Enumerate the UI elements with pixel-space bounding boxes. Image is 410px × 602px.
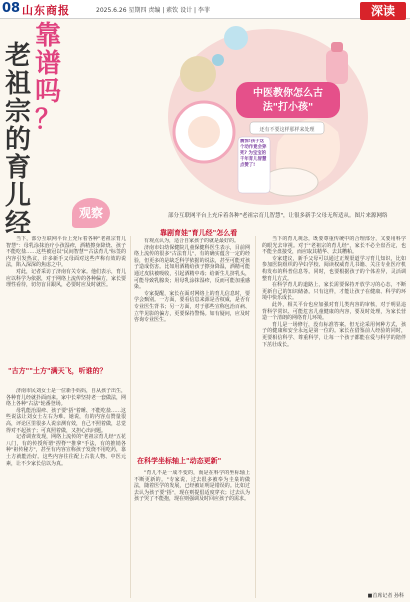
question-text: 震惊!孩子这个动作竟会猝死? 为宝宝的千年育儿智慧点赞了! xyxy=(240,139,267,168)
banner-text-2: 法"打小孩" xyxy=(262,102,314,113)
headline-char: 儿 xyxy=(4,181,31,211)
body-paragraph: 当下，部分互联网平台上充斥着各种"老祖宗育儿智慧"：母乳涂抹治疗小孩湿疹，酒精擦身降烧、孩子不能吃盐……这些被冠以"民间智慧""古法育儿"标签的内容引发热议，许多新手父母面对这些声称有效的说法，陷入深深的焦虑之中。 xyxy=(6,236,126,269)
baby-face xyxy=(188,116,220,148)
feature-illustration xyxy=(118,22,368,212)
body-paragraph: 记者调查发现，网络上流传的"老祖宗育儿经"五花八门，有的传授所谓"捏脊""推拿"手法，有的推销各种"祖传秘方"，甚至有内容宣称孩子发烧不用吃药，靠土方就能治好。这些内容往往配上古装人物、中医元素，让不少家长信以为真。 xyxy=(6,434,126,467)
body-paragraph: 母乳能治湿疹、孩子要"捂"着睡、不能吃盐……这些说法让刘女士左右为难。她说，有的内容点赞量很高，评论区里很多人说亲测有效，自己不照着做，总觉得对不起孩子；可真照着做，又担心出问题。 xyxy=(6,407,126,434)
headline-char: 吗 xyxy=(34,77,61,107)
body-paragraph: 对此，记者采访了济南有关专家。他们表示，育儿应以科学为依据，对于网络上流传的各种偏方，家长要理性看待，切勿盲目跟风，必要时应及时就医。 xyxy=(6,268,126,289)
section-tag: 深读 xyxy=(360,2,406,20)
column-divider xyxy=(255,236,256,598)
issue-meta: 2025.6.26 星期四 责编 | 素钦 设计 | 李菲 xyxy=(96,7,210,14)
body-paragraph: "育儿不是一成不变的，而是在科学的坐标轴上不断更新的。"专家说，过去很多被奉为圭臬的做法，随着医学的发展，已经被证明是错误的。比如过去认为孩子要"捂"，现在则提倡适度穿衣；过去认为孩子哭了不能抱，现在则强调及时回应孩子的需求。 xyxy=(134,470,250,503)
headline-line1 xyxy=(34,22,62,134)
bottle-cap-icon xyxy=(331,42,343,52)
headline-char: 的 xyxy=(4,125,31,155)
byline: ■首席记者 孙科 xyxy=(367,593,404,599)
body-paragraph: 在科学育儿的道路上，家长需要保持开放学习的心态，不断更新自己的知识储备。只有这样，才能让孩子在健康、科学的环境中快乐成长。 xyxy=(262,282,406,302)
body-col2-top xyxy=(134,238,250,456)
body-col2-bottom xyxy=(134,470,250,600)
headline-line2 xyxy=(4,42,32,238)
headline-char: 谱 xyxy=(34,49,61,79)
bottle-icon xyxy=(326,50,348,84)
balloon-icon xyxy=(212,54,224,66)
body-paragraph: 济南市民刘女士是一位新手妈妈，自从孩子出生，各种育儿经就扑面而来。家中长辈坚持老一套做法，网络上各种"古法"轮番登场。 xyxy=(6,388,126,408)
body-paragraph: 有观点认为，适合自家孩子的就是最好的。 xyxy=(144,238,240,244)
bubble-text: 还有不要这样那样来处理 xyxy=(259,127,315,133)
body-col3 xyxy=(262,236,406,600)
doctor-figure xyxy=(180,56,216,92)
body-paragraph: 此外，相关平台也应加强对育儿类内容的审核，对于明显违背科学常识、可能危害儿童健康的内容，要及时处理，为家长营造一个清朗的网络育儿环境。 xyxy=(262,301,406,322)
column-divider xyxy=(130,236,131,598)
headline-char: 靠 xyxy=(34,21,61,51)
paper-name: 山东商报 xyxy=(22,4,70,17)
headline-char: 宗 xyxy=(4,97,31,127)
body-paragraph: 专家建议，新手父母可以通过正规渠道学习育儿知识，比如参加医院组织的孕妇学校、阅读权威育儿书籍、关注专业医疗机构发布的科普信息等。同时，也要根据孩子的个体差异，灵活调整育儿方式。 xyxy=(262,255,406,282)
bowl-icon xyxy=(262,168,318,196)
observe-badge: 观察 xyxy=(72,198,110,228)
photo-caption: 部分互联网平台上充斥着各种"老祖宗育儿智慧"，让很多新手父母无所适从。图片来源网络 xyxy=(168,213,388,219)
banner-text-1: 中医教你怎么古 xyxy=(253,88,323,99)
subhead-2: 在科学坐标轴上"动态更新" xyxy=(137,457,222,465)
body-col1-bottom xyxy=(6,388,126,600)
body-paragraph: 专家提醒，家长在面对网络上的育儿信息时，要学会甄别。一方面，要看信息来源是否权威，是否有专业医生背书；另一方面，对于那些宣称包治百病、立竿见影的偏方，更要保持警惕。如有疑问，应及时咨询专业医生。 xyxy=(134,290,250,324)
headline-char: 经 xyxy=(4,209,31,239)
headline-char: 祖 xyxy=(4,69,31,99)
body-paragraph: 育儿是一场修行，没有标准答案。但无论采用何种方式，孩子的健康和安全永远是第一位的。家长在借鉴前人经验的同时，更要相信科学、尊重科学，让每一个孩子都能在爱与科学的陪伴下茁壮成长。 xyxy=(262,321,406,348)
headline-char: 育 xyxy=(4,153,31,183)
body-paragraph: 济南市妇幼保健院儿童保健科医生表示，目前网络上流传的很多"古法育儿"，有的确实蕴含一定的经验，但更多的是缺乏科学依据的说法，甚至可能对孩子造成伤害。比如用酒精给孩子擦身降温，酒精可能通过皮肤被吸收，引起酒精中毒；给新生儿挤乳头，可能导致乳腺炎；用母乳涂抹湿疹，反而可能加重感染。 xyxy=(134,244,250,291)
headline-char: 老 xyxy=(4,41,31,71)
subhead-0: 靠剧育娃"育儿经"怎么看 xyxy=(160,229,238,237)
body-paragraph: 当下的育儿观念，既要尊重传统中的合理部分，又要用科学的眼光去审视。对于"老祖宗的育儿经"，家长不必全盘否定，也不能全盘接受，而应取其精华、去其糟粕。 xyxy=(262,236,406,256)
subhead-1: "古方""土方"满天飞，听谁的？ xyxy=(8,367,107,375)
headline-char: ？ xyxy=(34,105,61,135)
page-number: 08 xyxy=(2,1,21,16)
body-col1-top xyxy=(6,236,126,360)
balloon-icon xyxy=(224,26,248,50)
masthead-bar xyxy=(0,0,410,19)
